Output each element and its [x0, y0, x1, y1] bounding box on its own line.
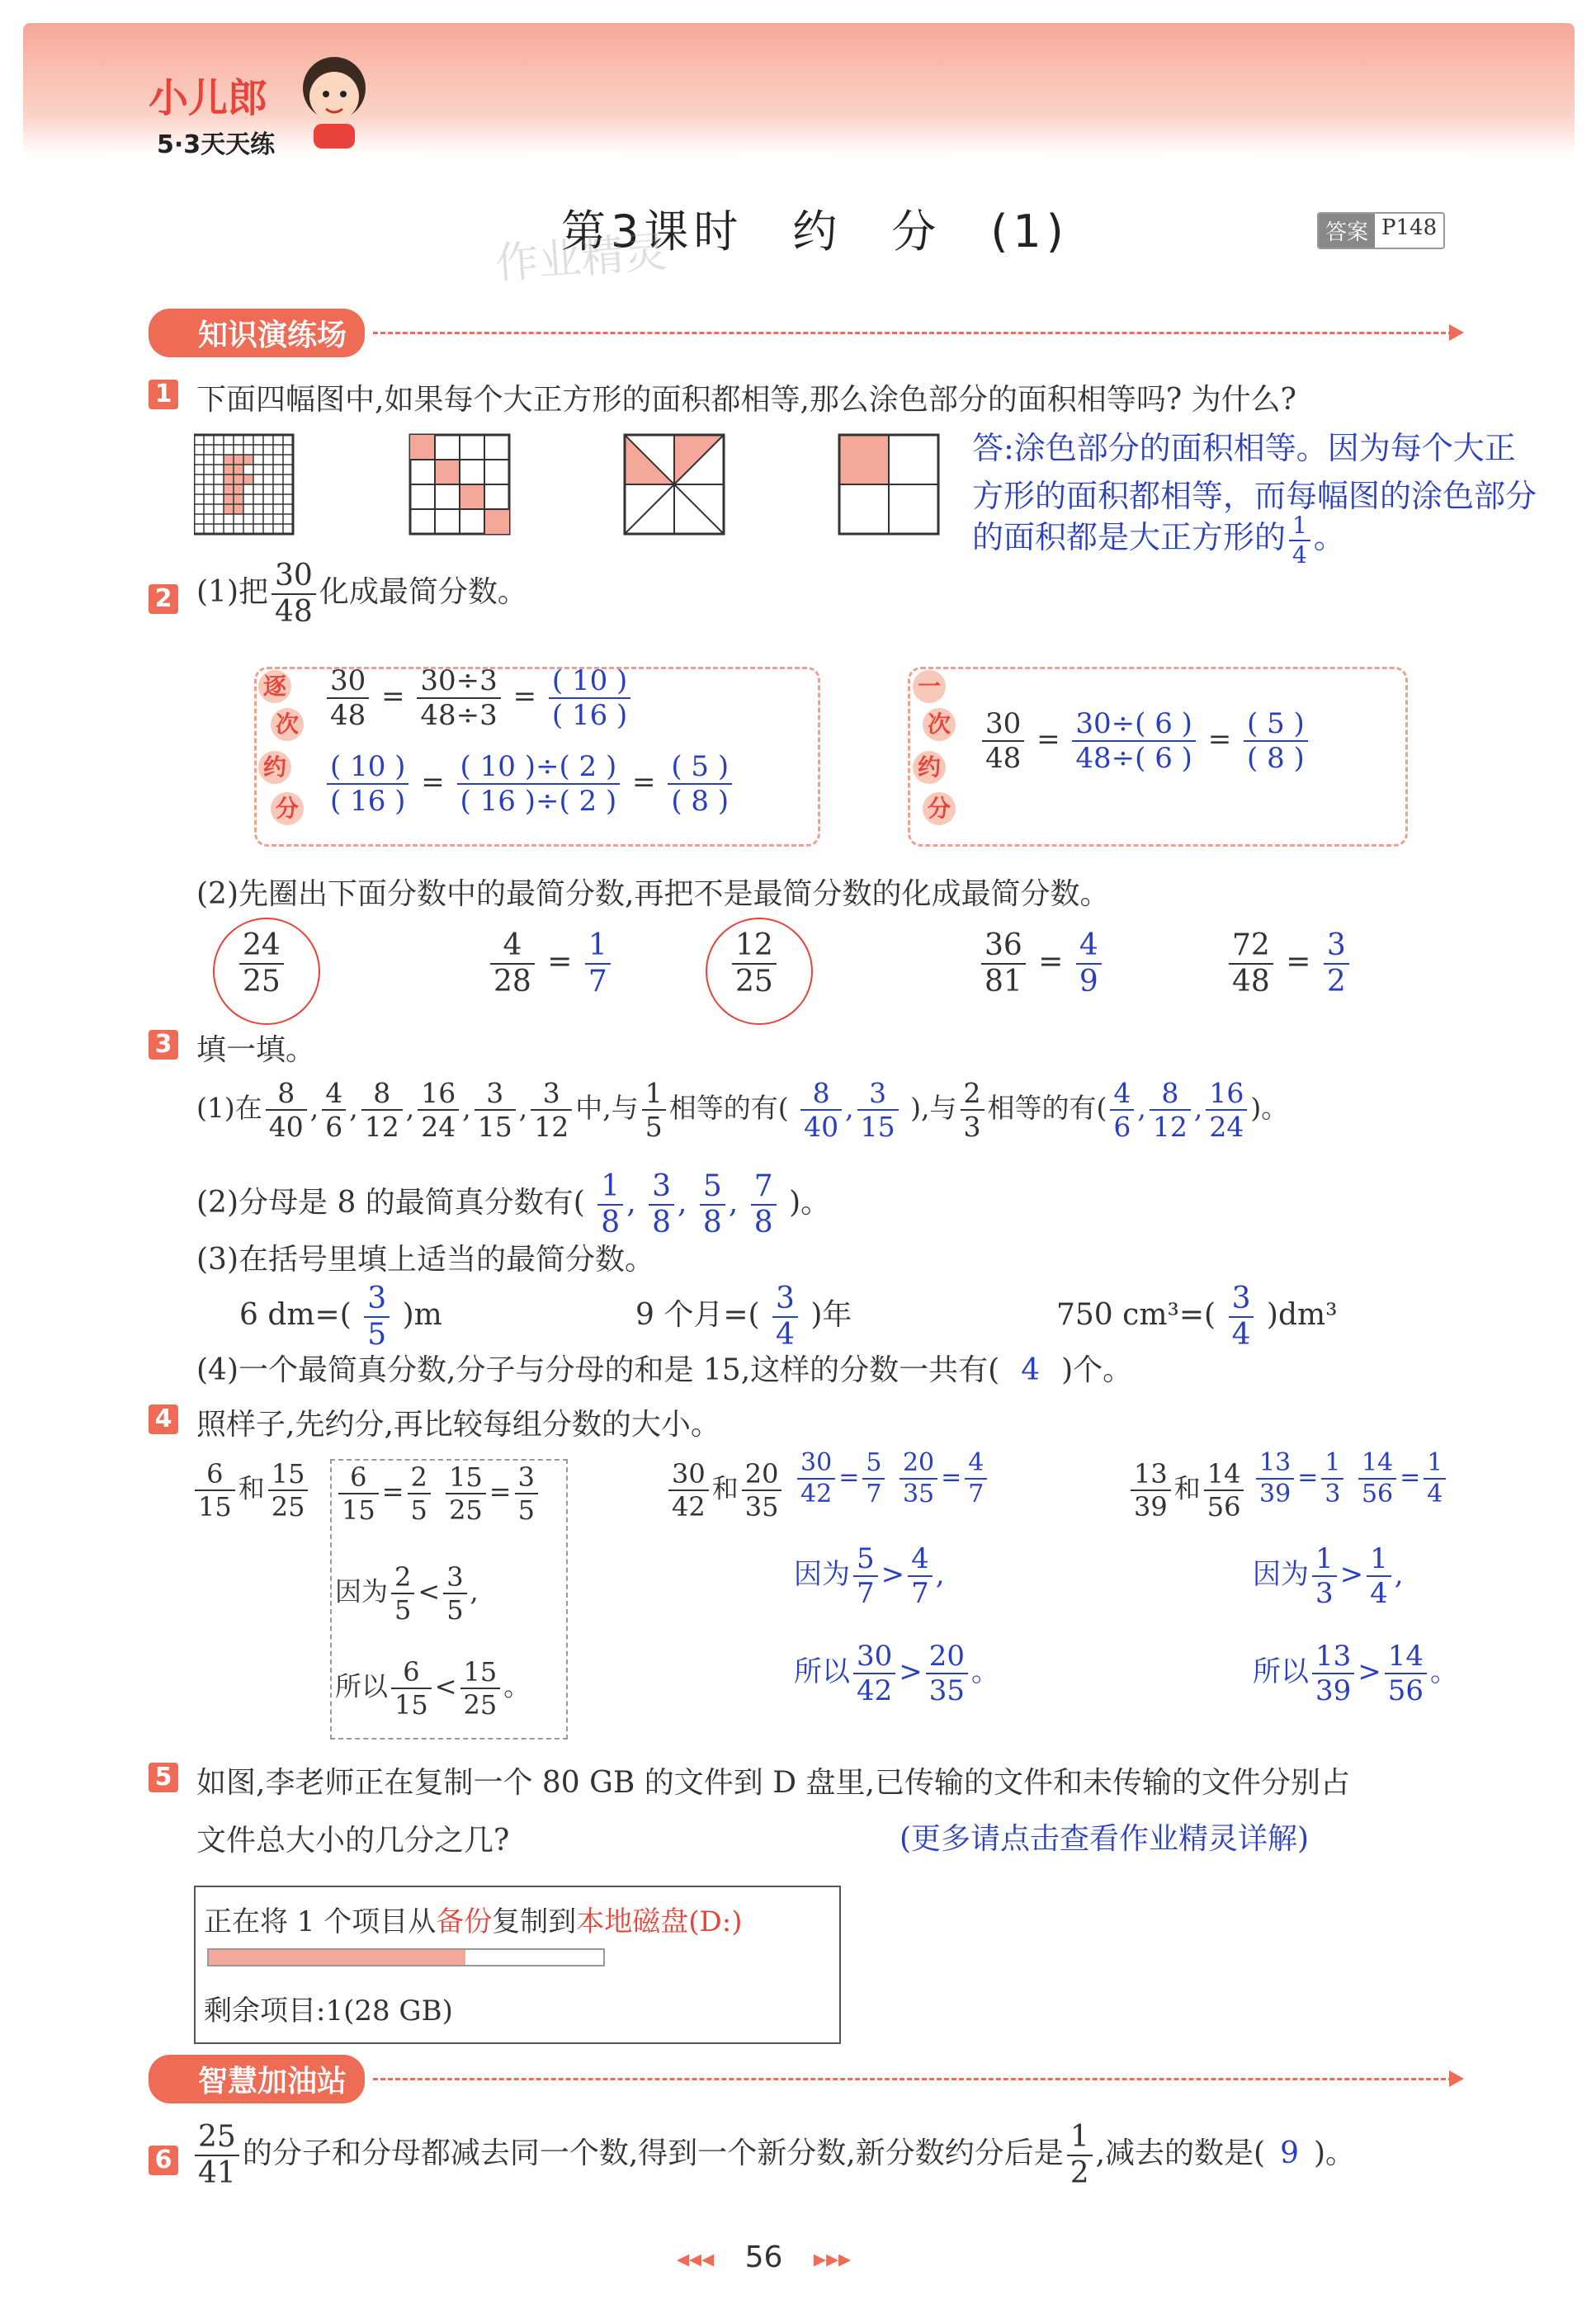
answer-label: 答案	[1319, 214, 1375, 248]
q2-part1: (1)把 $\frac{30}{48}$ 化成最简分数。	[196, 559, 527, 629]
q2-fraction-4: $\frac{36}{81}$ = $\frac{4}{9}$	[978, 931, 1105, 997]
q4-example-so: 所以 $\frac{6}{15}$ < $\frac{15}{25}$ 。	[335, 1656, 531, 1721]
step-label-4: 分	[271, 792, 304, 825]
q2-fraction-5: $\frac{72}{48}$ = $\frac{3}{2}$	[1225, 931, 1353, 997]
page-footer	[677, 2240, 851, 2274]
q1-answer-line3: 的面积都是大正方形的 $\frac{1}{4}$ 。	[972, 511, 1345, 569]
section-bonus	[149, 2058, 1461, 2099]
once-label-2: 次	[923, 708, 956, 741]
q1-text: 下面四幅图中,如果每个大正方形的面积都相等,那么涂色部分的面积相等吗? 为什么?	[196, 383, 1296, 417]
question-number-6: 6	[149, 2146, 178, 2175]
step-equation-1: $\frac{30}{48}$ = $\frac{30\div 3}{48\div 3}$ = $\frac{( 10 )}{( 16 )}$	[323, 667, 634, 729]
page-number: 56	[744, 2240, 783, 2274]
question-number-3: 3	[149, 1030, 178, 1060]
prev-arrows-icon: ◂◂◂	[677, 2245, 715, 2273]
copy-progress-dialog	[194, 1886, 841, 2044]
question-number-4: 4	[149, 1404, 178, 1434]
step-label-2: 次	[271, 708, 304, 741]
progress-bar	[207, 1948, 605, 1966]
q4-example-pair: $\frac{6}{15}$ 和 $\frac{15}{25}$	[191, 1461, 311, 1520]
q5-line1: 如图,李老师正在复制一个 80 GB 的文件到 D 盘里,已传输的文件和未传输的文件分别占	[196, 1766, 1350, 1800]
step-equation-2: $\frac{( 10 )}{( 16 )}$ = $\frac{( 10 )\div( 2 )}{( 16 )\div( 2 )}$ = $\frac{( 5 )}{( 8 )}$	[323, 753, 735, 815]
mascot-icon	[297, 51, 371, 150]
q4-group3-so: 所以 $\frac{13}{39}$ > $\frac{14}{56}$ 。	[1253, 1640, 1459, 1707]
question-number-5: 5	[149, 1763, 178, 1792]
q1-answer-fraction: $\frac{1}{4}$	[1289, 514, 1310, 567]
q2-fraction-1: $\frac{24}{25}$	[236, 931, 287, 997]
once-label-3: 约	[913, 751, 946, 784]
q4-group2-pair: $\frac{30}{42}$ 和 $\frac{20}{35}$	[665, 1461, 785, 1520]
one-step-equation: $\frac{30}{48}$ = $\frac{30\div( 6 )}{48\div( 6 )}$ = $\frac{( 5 )}{( 8 )}$	[979, 710, 1311, 772]
q2-fraction: $\frac{30}{48}$	[272, 561, 316, 627]
figure-grid-4x4	[410, 435, 509, 534]
section-practice-label: 知识演练场	[149, 309, 365, 357]
q1-answer-line2: 方形的面积都相等，而每幅图的涂色部分	[972, 478, 1537, 514]
answer-page: P148	[1381, 215, 1438, 240]
brand-logo: 小儿郎	[149, 75, 268, 121]
once-label-4: 分	[923, 792, 956, 825]
q3-part3-a: 6 dm=( $\frac{3}{5}$ )m	[239, 1282, 442, 1352]
figure-triangles	[625, 435, 724, 534]
page-title: 第3课时 约 分 (1)	[561, 205, 1069, 257]
answer-page-ref[interactable]	[1317, 212, 1445, 249]
q3-part3-c: 750 cm³=( $\frac{3}{4}$ )dm³	[1056, 1282, 1338, 1352]
once-label-1: 一	[913, 670, 946, 703]
q1-answer-line3-text: 的面积都是大正方形的	[972, 519, 1287, 555]
q3-part3-b: 9 个月=( $\frac{3}{4}$ )年	[635, 1282, 852, 1352]
q1-answer-line1: 答:涂色部分的面积相等。因为每个大正	[972, 430, 1516, 466]
q6-text: $\frac{25}{41}$ 的分子和分母都减去同一个数,得到一个新分数,新分数约分后是 $\frac{1}{2}$ ,减去的数是( 9 )。	[191, 2122, 1355, 2188]
remaining-items: 剩余项目:1(28 GB)	[204, 1995, 453, 2028]
q4-group2-reduce: $\frac{30}{42}$ = $\frac{5}{7}$ $\frac{20}{35}$ = $\frac{4}{7}$	[794, 1451, 990, 1507]
q4-title: 照样子,先约分,再比较每组分数的大小。	[196, 1408, 720, 1442]
q4-example-reduce: $\frac{6}{15}$ = $\frac{2}{5}$ $\frac{15}{25}$ = $\frac{3}{5}$	[335, 1464, 541, 1523]
q3-part3: (3)在括号里填上适当的最简分数。	[196, 1243, 654, 1277]
copy-dialog-text: 正在将 1 个项目从备份复制到本地磁盘(D:)	[204, 1905, 743, 1938]
section-practice	[149, 312, 1461, 353]
q2-part2: (2)先圈出下面分数中的最简分数,再把不是最简分数的化成最简分数。	[196, 877, 1110, 911]
step-label-1: 逐	[258, 670, 291, 703]
q3-part2: (2)分母是 8 的最简真分数有( $\frac{1}{8}$ , $\frac{3}{8}$ , $\frac{5}{8}$ , $\frac{7}{8}$ )。	[196, 1169, 831, 1239]
section-divider	[373, 332, 1461, 334]
next-arrows-icon: ▸▸▸	[813, 2245, 852, 2273]
q4-group3-because: 因为 $\frac{1}{3}$ > $\frac{1}{4}$ ,	[1253, 1542, 1404, 1610]
q2-fraction-2: $\frac{4}{28}$ = $\frac{1}{7}$	[487, 931, 614, 997]
progress-bar-fill	[209, 1950, 465, 1965]
q1-figures	[194, 433, 953, 541]
q2-fraction-3: $\frac{12}{25}$	[729, 931, 780, 997]
q4-example-because: 因为 $\frac{2}{5}$ < $\frac{3}{5}$ ,	[335, 1561, 479, 1626]
q4-group3-reduce: $\frac{13}{39}$ = $\frac{1}{3}$ $\frac{14}{56}$ = $\frac{1}{4}$	[1253, 1451, 1449, 1507]
q4-group3-pair: $\frac{13}{39}$ 和 $\frac{14}{56}$	[1127, 1461, 1247, 1520]
figure-grid-10x10	[194, 435, 293, 534]
brand-subtitle: 5·3天天练	[157, 130, 276, 159]
question-number-2: 2	[149, 584, 178, 614]
q4-group2-so: 所以 $\frac{30}{42}$ > $\frac{20}{35}$ 。	[794, 1640, 1000, 1707]
q3-title: 填一填。	[196, 1033, 316, 1067]
q5-line2: 文件总大小的几分之几?	[196, 1824, 510, 1858]
figure-quarter	[839, 435, 938, 534]
solution-link[interactable]: (更多请点击查看作业精灵详解)	[900, 1822, 1310, 1856]
q4-group2-because: 因为 $\frac{5}{7}$ > $\frac{4}{7}$ ,	[794, 1542, 945, 1610]
q3-part4: (4)一个最简真分数,分子与分母的和是 15,这样的分数一共有( 4 )个。	[196, 1353, 1133, 1387]
q3-part1: (1)在 $\frac{8}{40}$ , $\frac{4}{6}$ , $\frac{8}{12}$ , $\frac{16}{24}$ , $\frac{3}{15}$ , $\frac{3}{12}$ 中,与 $\frac{1}{5}$ 相等的有( $\frac{8}{40}$ , $\frac{3}{15}$ ),与 $\frac{2}{3}$ 相等的有( $\frac{4}{6}$ , $\frac{8}{12}$ , $\frac{16}{24}$ )。	[196, 1077, 1289, 1143]
section-bonus-label: 智慧加油站	[149, 2055, 365, 2103]
section-divider	[373, 2078, 1461, 2080]
question-number-1: 1	[149, 380, 178, 409]
step-label-3: 约	[258, 751, 291, 784]
watermark: 作业精灵	[493, 227, 669, 290]
